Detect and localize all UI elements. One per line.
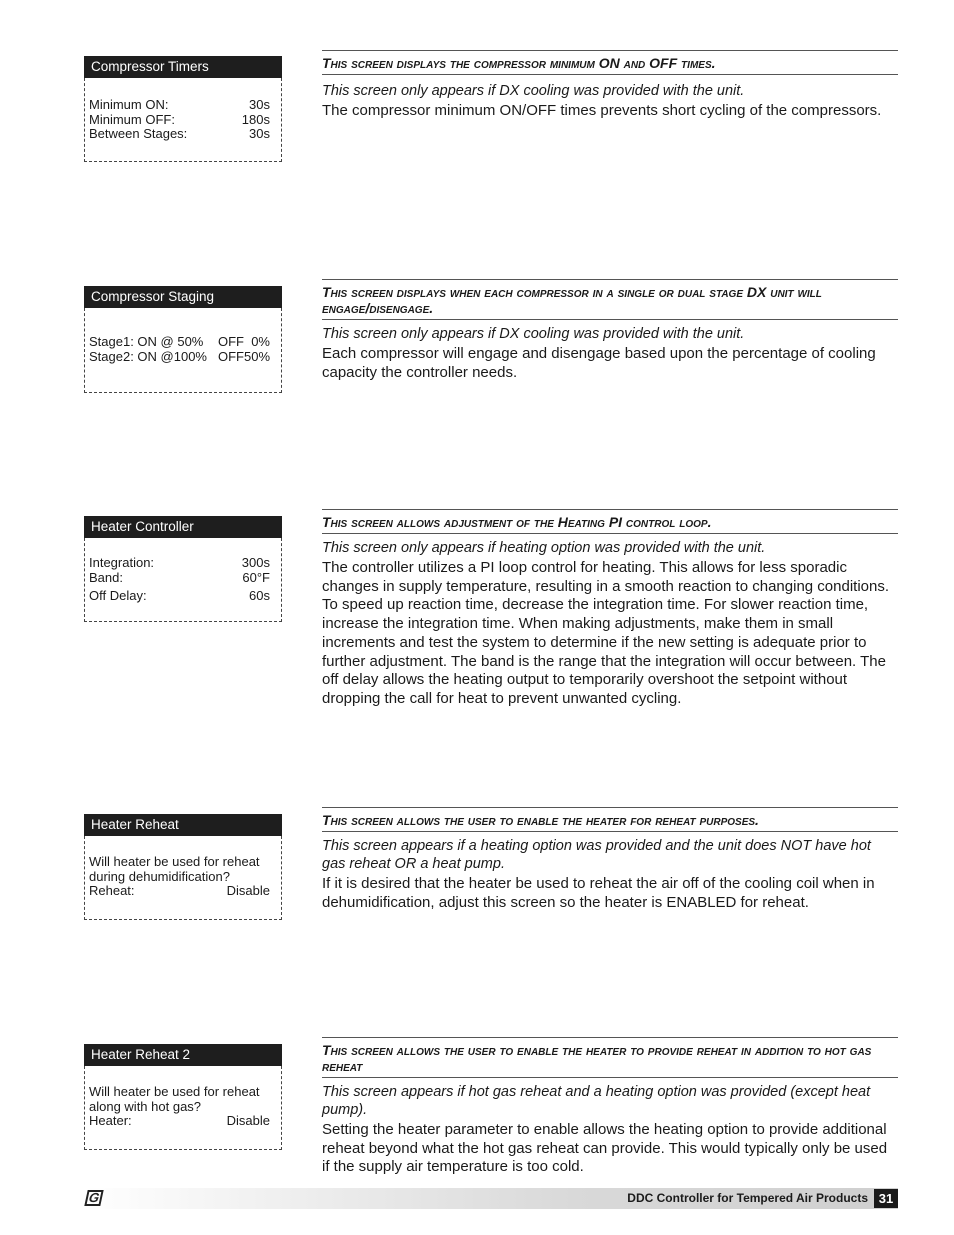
page-footer (84, 1188, 898, 1209)
panel-row: Off Delay: 60s (89, 588, 270, 603)
screen-panel-heater-controller (84, 516, 282, 622)
section-body: The controller utilizes a PI loop control for heating. This allows for less sporadic changes in supply temperature, resulting in a smooth reaction to changing conditions. To speed up reaction time, decrease the integration time. For slower reaction time, increase the integration time. When making adjustments, make them in small increments and test the system to determine if the new setting is adequate prior to further adjustment. The band is the range that the integration will occur between. The off delay allows the heating output to temporarily overshoot the setpoint without dropping the call for heat to prevent unwanted cycling. (322, 559, 890, 707)
description-heater-controller (322, 509, 898, 709)
panel-title: Heater Controller (84, 516, 282, 538)
description-compressor-timers (322, 50, 898, 121)
section-heading: This screen displays the compressor minimum ON and OFF times. (322, 50, 898, 75)
screen-panel-compressor-timers (84, 56, 282, 162)
panel-row: Heater: Disable (89, 1113, 270, 1128)
section-heading: This screen allows adjustment of the Heating PI control loop. (322, 509, 898, 534)
panel-title: Heater Reheat (84, 814, 282, 836)
panel-title: Compressor Timers (84, 56, 282, 78)
panel-title: Heater Reheat 2 (84, 1044, 282, 1066)
panel-row: Minimum OFF: 180s (89, 111, 270, 127)
screen-panel-heater-reheat-2 (84, 1044, 282, 1150)
panel-text-line: Will heater be used for reheat (89, 854, 260, 869)
footer-title: DDC Controller for Tempered Air Products (627, 1191, 868, 1205)
description-heater-reheat-2 (322, 1037, 898, 1177)
section-note: This screen appears if hot gas reheat and a heating option was provided (except heat pump). (322, 1084, 871, 1118)
panel-row: Band: 60°F (89, 569, 270, 585)
section-note: This screen only appears if heating option was provided with the unit. (322, 540, 766, 556)
panel-text-line: during dehumidification? (89, 868, 230, 884)
section-heading: This screen displays when each compressor in a single or dual stage DX unit will engage/disengage. (322, 279, 898, 320)
screen-panel-heater-reheat (84, 814, 282, 920)
page-number: 31 (874, 1189, 898, 1208)
panel-text-line: Will heater be used for reheat (89, 1084, 260, 1099)
panel-row: Minimum ON: 30s (89, 97, 270, 112)
description-heater-reheat (322, 807, 898, 912)
section-note: This screen only appears if DX cooling was provided with the unit. (322, 326, 745, 342)
brand-logo-icon: G (84, 1190, 103, 1206)
section-note: This screen appears if a heating option was provided and the unit does NOT have hot gas reheat OR a heat pump. (322, 838, 871, 872)
panel-row: Stage1: ON @ 50% OFF 0% (89, 334, 270, 349)
section-body: Each compressor will engage and disengage based upon the percentage of cooling capacity the controller needs. (322, 345, 876, 381)
panel-row: Integration: 300s (89, 555, 270, 570)
panel-row: Between Stages: 30s (89, 126, 270, 141)
description-compressor-staging (322, 279, 898, 382)
section-note: This screen only appears if DX cooling was provided with the unit. (322, 83, 745, 99)
section-heading: This screen allows the user to enable the heater to provide reheat in addition to hot gas reheat (322, 1037, 898, 1078)
section-body: The compressor minimum ON/OFF times prevents short cycling of the compressors. (322, 102, 882, 119)
panel-row: Reheat: Disable (89, 883, 270, 898)
panel-row: Stage2: ON @100% OFF50% (89, 348, 270, 364)
panel-text-line: along with hot gas? (89, 1098, 202, 1114)
screen-panel-compressor-staging (84, 286, 282, 393)
panel-title: Compressor Staging (84, 286, 282, 308)
section-body: If it is desired that the heater be used to reheat the air off of the cooling coil when in dehumidification, adjust this screen so the heater is ENABLED for reheat. (322, 875, 875, 911)
section-heading: This screen allows the user to enable the heater for reheat purposes. (322, 807, 898, 832)
section-body: Setting the heater parameter to enable allows the heating option to provide additional reheat beyond what the hot gas reheat can provide. This would typically only be used if the supply air temperature is too cold. (322, 1121, 888, 1176)
